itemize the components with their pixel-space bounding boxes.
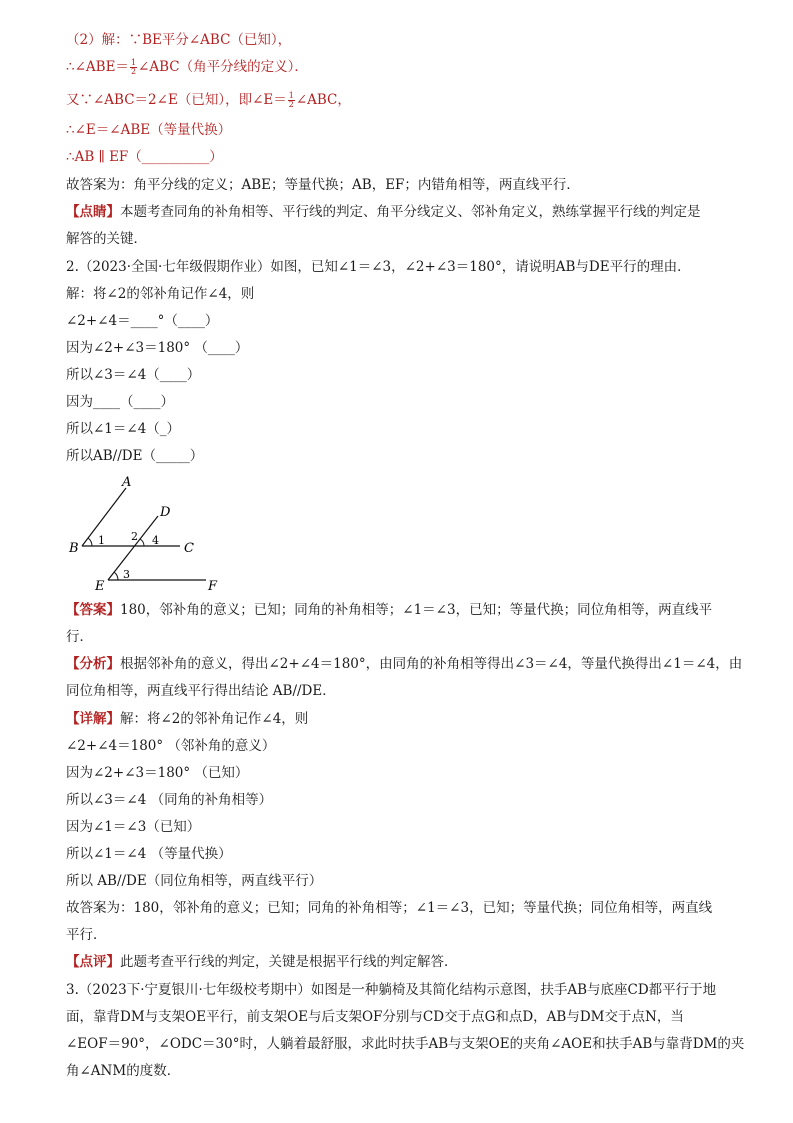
question-text: 面，靠背DM与支架OE平行，前支架OE与后支架OF分别与CD交于点G和点D，AB与DM交于点N，当 [66,1009,684,1025]
question-heading: 3.（2023下·宁夏银川·七年级校考期中）如图是一种躺椅及其简化结构示意图，扶手AB与底座CD都平行于地 [66,982,717,998]
question-heading: 2.（2023·全国·七年级假期作业）如图，已知∠1＝∠3，∠2+∠3＝180°，请说明AB与DE平行的理由． [66,259,691,275]
label-D: D [160,505,171,520]
solution-line: ∴AB ∥ EF（__________） [66,149,223,165]
question-text: 角∠ANM的度数． [66,1063,181,1079]
angle-arc-1 [88,538,92,546]
geometry-figure [66,474,236,594]
question-step: 所以∠3＝∠4（____） [66,367,201,383]
analysis-line: 【分析】根据邻补角的意义，得出∠2+∠4＝180°，由同角的补角相等得出∠3＝∠4，等量代换得出∠1＝∠4，由 [66,656,743,672]
detail-line: 因为∠2+∠3＝180° （已知） [66,765,249,781]
question-step: 所以AB//DE（_____） [66,448,204,464]
detail-line: 【详解】解：将∠2的邻补角记作∠4，则 [66,711,309,727]
question-step: 因为∠2+∠3＝180° （____） [66,340,249,356]
detail-line: ∠2+∠4＝180° （邻补角的意义） [66,738,276,754]
question-text: ∠EOF＝90°，∠ODC＝30°时，人躺着最舒服，求此时扶手AB与支架OE的夹角∠AOE和扶手AB与靠背DM的夹 [66,1036,745,1052]
detail-line: 因为∠1＝∠3（已知） [66,819,201,835]
angle-arc-3 [114,572,118,580]
comment-tag: 【点睛】 [66,204,120,220]
review-line: 【点评】此题考查平行线的判定，关键是根据平行线的判定解答． [66,954,458,970]
angle-arc-4 [140,539,144,546]
label-angle-3: 3 [123,568,130,581]
fraction: $\frac{1}{2}$ [130,58,137,76]
label-E: E [95,579,105,594]
fraction: $\frac{1}{2}$ [288,91,294,109]
comment-line: 【点睛】本题考查同角的补角相等、平行线的判定、角平分线定义、邻补角定义，熟练掌握平行线的判定是 [66,204,701,220]
detail-line: 所以∠3＝∠4 （同角的补角相等） [66,792,273,808]
detail-line: 所以∠1＝∠4 （等量代换） [66,846,232,862]
review-tag: 【点评】 [66,954,120,970]
detail-line: 所以 AB//DE（同位角相等，两直线平行） [66,873,323,889]
label-C: C [184,541,194,556]
detail-tag: 【详解】 [66,711,120,727]
comment-line: 解答的关键． [66,231,147,247]
question-step: 解：将∠2的邻补角记作∠4，则 [66,286,255,302]
label-angle-1: 1 [98,534,105,547]
solution-line: 又∵∠ABC＝2∠E（已知），即∠E＝ $\frac{1}{2}$ ∠ABC， [66,91,351,109]
label-angle-4: 4 [152,534,159,547]
question-step: 因为____（____） [66,394,174,410]
analysis-line: 同位角相等，两直线平行得出结论 AB//DE． [66,683,336,699]
question-step: 所以∠1＝∠4（_） [66,421,181,437]
solution-line: （2）解：∵BE平分∠ABC（已知）， [66,32,292,48]
label-F: F [208,579,218,594]
answer-line: 平行． [66,927,107,943]
answer-line: 故答案为：180，邻补角的意义；已知；同角的补角相等；∠1＝∠3，已知；等量代换；同位角相等，两直线 [66,900,713,916]
answer-line: 【答案】180，邻补角的意义；已知；同角的补角相等；∠1＝∠3，已知；等量代换；同位角相等，两直线平 [66,602,713,618]
analysis-tag: 【分析】 [66,656,120,672]
question-step: ∠2+∠4＝____°（____） [66,313,219,329]
label-B: B [69,541,79,556]
line-ED [108,516,158,580]
label-A: A [122,475,132,490]
solution-line: ∴∠E＝∠ABE（等量代换） [66,122,232,138]
answer-line: 故答案为：角平分线的定义；ABE；等量代换；AB，EF；内错角相等，两直线平行． [66,177,580,193]
label-angle-2: 2 [131,530,138,543]
answer-line: 行． [66,629,93,645]
solution-line: ∴∠ABE＝ $\frac{1}{2}$ ∠ABC（角平分线的定义）． [66,58,308,76]
answer-tag: 【答案】 [66,602,120,618]
